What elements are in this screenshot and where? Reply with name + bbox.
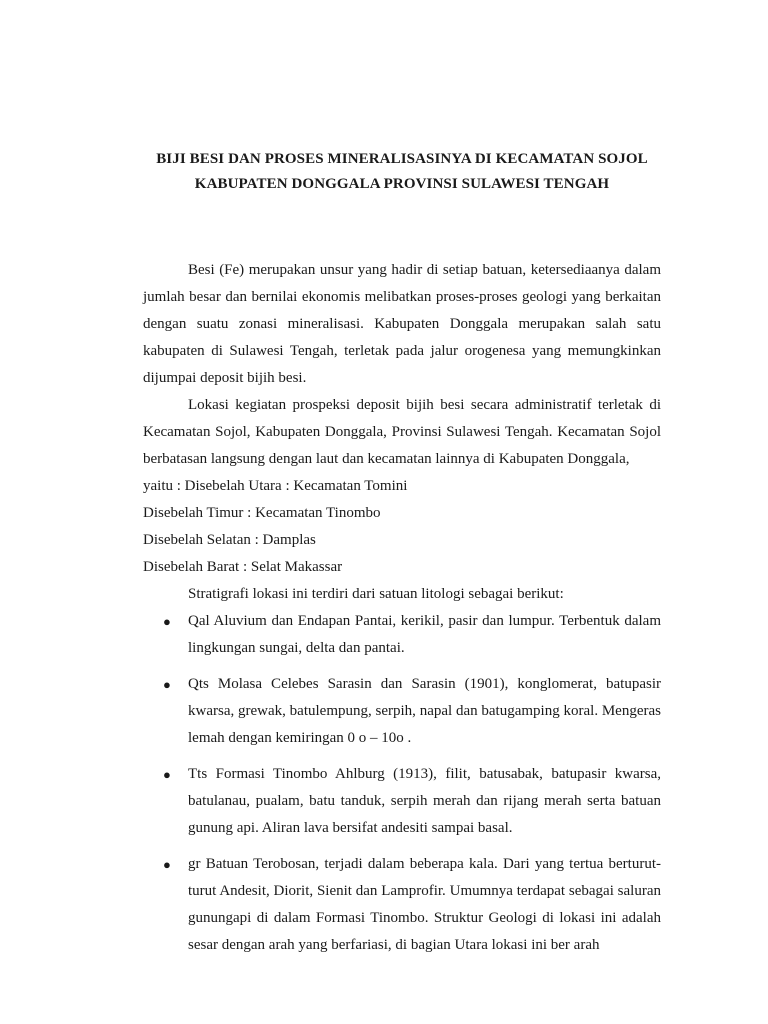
paragraph-location: Lokasi kegiatan prospeksi deposit bijih besi secara administratif terletak di Kecamatan Sojol, Kabupaten Donggala, Provinsi Sulawesi Tengah. Kecamatan Sojol berbatasan langsung dengan laut dan kecamatan lainnya di Kabupaten Donggala, (143, 397, 661, 467)
border-south: Disebelah Selatan : Damplas (143, 532, 316, 548)
stratigraphy-item-text: Qal Aluvium dan Endapan Pantai, kerikil, pasir dan lumpur. Terbentuk dalam lingkungan sungai, delta dan pantai. (188, 613, 661, 656)
document-body (143, 257, 661, 968)
list-item (143, 761, 661, 842)
list-item (143, 608, 661, 662)
title-line-1: BIJI BESI DAN PROSES MINERALISASINYA DI KECAMATAN SOJOL (156, 151, 648, 167)
border-west: Disebelah Barat : Selat Makassar (143, 559, 343, 575)
border-east: Disebelah Timur : Kecamatan Tinombo (143, 505, 381, 521)
border-north: yaitu : Disebelah Utara : Kecamatan Tomini (143, 478, 408, 494)
bullet-icon: ● (163, 857, 171, 872)
bullet-icon: ● (163, 677, 171, 692)
page-content (143, 0, 661, 1024)
list-item (143, 851, 661, 959)
document-title (143, 147, 661, 197)
stratigraphy-item-text: Qts Molasa Celebes Sarasin dan Sarasin (1901), konglomerat, batupasir kwarsa, grewak, batulempung, serpih, napal dan batugamping koral. Mengeras lemah dengan kemiringan 0 o – 10o . (188, 676, 661, 746)
stratigraphy-item-text: gr Batuan Terobosan, terjadi dalam beberapa kala. Dari yang tertua berturut-turut Andesit, Diorit, Sienit dan Lamprofir. Umumnya terdapat sebagai saluran gunungapi di dalam Formasi Tinombo. Struktur Geologi di lokasi ini adalah sesar dengan arah yang berfariasi, di bagian Utara lokasi ini ber arah (188, 856, 661, 953)
bullet-icon: ● (163, 767, 171, 782)
title-line-2: KABUPATEN DONGGALA PROVINSI SULAWESI TENGAH (194, 176, 610, 192)
bullet-icon: ● (163, 614, 171, 629)
stratigraphy-list (143, 608, 661, 959)
stratigraphy-intro: Stratigrafi lokasi ini terdiri dari satuan litologi sebagai berikut: (188, 586, 564, 602)
list-item (143, 671, 661, 752)
stratigraphy-item-text: Tts Formasi Tinombo Ahlburg (1913), filit, batusabak, batupasir kwarsa, batulanau, pualam, batu tanduk, serpih merah dan rijang merah serta batuan gunung api. Aliran lava bersifat andesiti sampai basal. (188, 766, 661, 836)
paragraph-intro: Besi (Fe) merupakan unsur yang hadir di setiap batuan, ketersediaanya dalam jumlah besar dan bernilai ekonomis melibatkan proses-proses geologi yang berkaitan dengan suatu zonasi mineralisasi. Kabupaten Donggala merupakan salah satu kabupaten di Sulawesi Tengah, terletak pada jalur orogenesa yang memungkinkan dijumpai deposit bijih besi. (143, 262, 661, 386)
